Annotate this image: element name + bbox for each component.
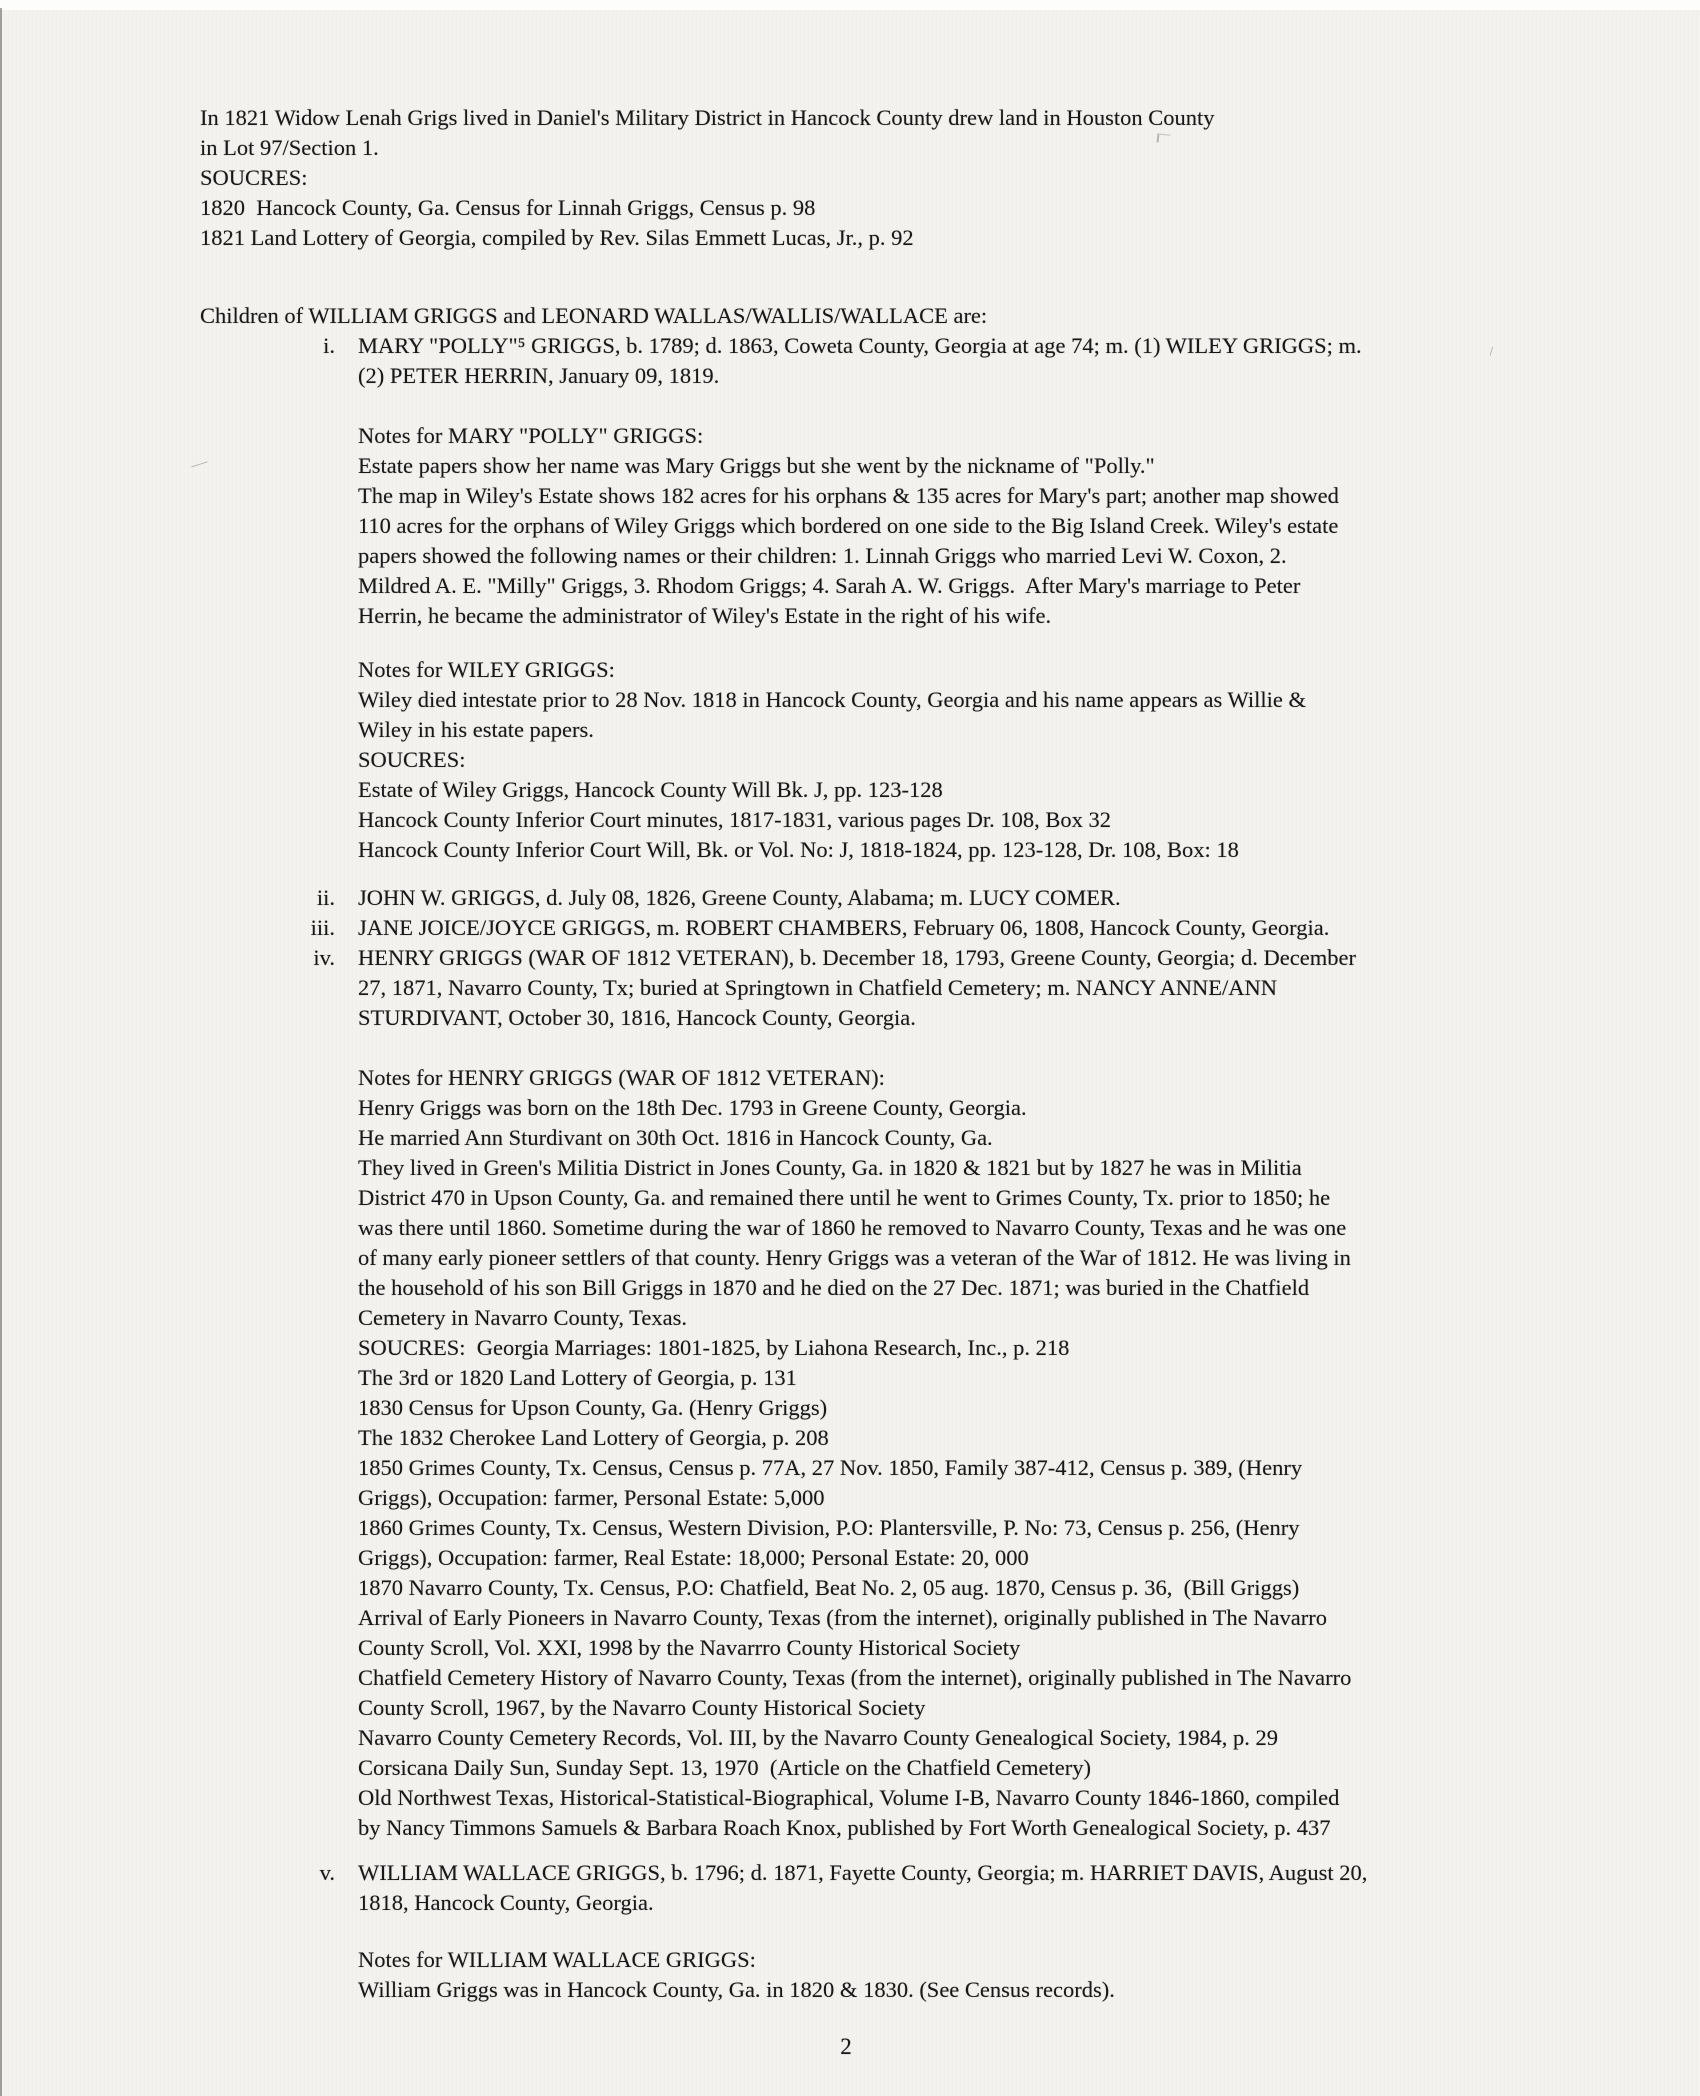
text-line: Navarro County Cemetery Records, Vol. III, by the Navarro County Genealogical Society, 1984, p. 29 <box>358 1725 1278 1750</box>
item-lines <box>358 331 1488 391</box>
text-line: Griggs), Occupation: farmer, Real Estate: 18,000; Personal Estate: 20, 000 <box>358 1545 1029 1570</box>
item-lines <box>358 883 1488 913</box>
notes-henry-griggs <box>358 1063 1488 1843</box>
text-line: The 3rd or 1820 Land Lottery of Georgia, p. 131 <box>358 1365 797 1390</box>
text-line: in Lot 97/Section 1. <box>200 135 379 160</box>
text-line: Hancock County Inferior Court Will, Bk. or Vol. No: J, 1818-1824, pp. 123-128, Dr. 108, Box: 18 <box>358 837 1239 862</box>
text-line: Griggs), Occupation: farmer, Personal Estate: 5,000 <box>358 1485 825 1510</box>
text-line: 1850 Grimes County, Tx. Census, Census p. 77A, 27 Nov. 1850, Family 387-412, Census p. 389, (Henry <box>358 1455 1303 1480</box>
text-line: District 470 in Upson County, Ga. and remained there until he went to Grimes County, Tx. prior to 1850; he <box>358 1185 1331 1210</box>
text-line: 110 acres for the orphans of Wiley Griggs which bordered on one side to the Big Island Creek. Wiley's estate <box>358 513 1339 538</box>
scan-top-edge <box>0 0 1700 10</box>
text-line: 1818, Hancock County, Georgia. <box>358 1890 654 1915</box>
item-numeral: ii. <box>316 885 335 910</box>
text-line: MARY "POLLY"⁵ GRIGGS, b. 1789; d. 1863, Coweta County, Georgia at age 74; m. (1) WILEY GRIGGS; m. <box>358 333 1362 358</box>
item-lines <box>358 1858 1488 1918</box>
text-line: Notes for HENRY GRIGGS (WAR OF 1812 VETERAN): <box>358 1065 885 1090</box>
text-line: Hancock County Inferior Court minutes, 1817-1831, various pages Dr. 108, Box 32 <box>358 807 1112 832</box>
children-heading <box>200 301 1490 331</box>
text-line: They lived in Green's Militia District in Jones County, Ga. in 1820 & 1821 but by 1827 he was in Militia <box>358 1155 1302 1180</box>
text-line: The map in Wiley's Estate shows 182 acres for his orphans & 135 acres for Mary's part; another map showed <box>358 483 1339 508</box>
text-line: of many early pioneer settlers of that county. Henry Griggs was a veteran of the War of 1812. He was living in <box>358 1245 1351 1270</box>
text-line: the household of his son Bill Griggs in 1870 and he died on the 27 Dec. 1871; was buried in the Chatfield <box>358 1275 1310 1300</box>
text-line: SOUCRES: <box>358 747 466 772</box>
scan-speck <box>189 456 207 468</box>
text-line: County Scroll, Vol. XXI, 1998 by the Navarrro County Historical Society <box>358 1635 1021 1660</box>
text-line: was there until 1860. Sometime during the war of 1860 he removed to Navarro County, Texas and he was one <box>358 1215 1347 1240</box>
text-line: Cemetery in Navarro County, Texas. <box>358 1305 687 1330</box>
text-line: 1830 Census for Upson County, Ga. (Henry Griggs) <box>358 1395 828 1420</box>
notes-wiley-griggs <box>358 655 1488 865</box>
intro-paragraph <box>200 103 1490 253</box>
text-line: County Scroll, 1967, by the Navarro County Historical Society <box>358 1695 926 1720</box>
text-line: Corsicana Daily Sun, Sunday Sept. 13, 1970 (Article on the Chatfield Cemetery) <box>358 1755 1091 1780</box>
text-line: 1860 Grimes County, Tx. Census, Western Division, P.O: Plantersville, P. No: 73, Census p. 256, (Henry <box>358 1515 1300 1540</box>
text-line: Notes for MARY "POLLY" GRIGGS: <box>358 423 704 448</box>
page-number: 2 <box>840 2034 852 2059</box>
text-line: Estate papers show her name was Mary Griggs but she went by the nickname of "Polly." <box>358 453 1155 478</box>
text-line: SOUCRES: Georgia Marriages: 1801-1825, by Liahona Research, Inc., p. 218 <box>358 1335 1070 1360</box>
text-line: Old Northwest Texas, Historical-Statistical-Biographical, Volume I-B, Navarro County 1846-1860, compiled <box>358 1785 1340 1810</box>
text-line: (2) PETER HERRIN, January 09, 1819. <box>358 363 720 388</box>
scan-left-edge-line <box>0 8 2 2096</box>
text-line: SOUCRES: <box>200 165 308 190</box>
text-line: 1821 Land Lottery of Georgia, compiled by Rev. Silas Emmett Lucas, Jr., p. 92 <box>200 225 914 250</box>
text-line: HENRY GRIGGS (WAR OF 1812 VETERAN), b. December 18, 1793, Greene County, Georgia; d. December <box>358 945 1356 970</box>
item-numeral: iv. <box>313 945 335 970</box>
text-line: Notes for WILLIAM WALLACE GRIGGS: <box>358 1947 756 1972</box>
notes-mary-polly-griggs <box>358 421 1488 631</box>
text-line: Mildred A. E. "Milly" Griggs, 3. Rhodom Griggs; 4. Sarah A. W. Griggs. After Mary's marriage to Peter <box>358 573 1301 598</box>
text-line: 27, 1871, Navarro County, Tx; buried at Springtown in Chatfield Cemetery; m. NANCY ANNE/ANN <box>358 975 1278 1000</box>
text-line: The 1832 Cherokee Land Lottery of Georgia, p. 208 <box>358 1425 829 1450</box>
text-line: Chatfield Cemetery History of Navarro County, Texas (from the internet), originally published in The Navarro <box>358 1665 1352 1690</box>
children-heading-text: Children of WILLIAM GRIGGS and LEONARD WALLAS/WALLIS/WALLACE are: <box>200 303 988 328</box>
text-line: by Nancy Timmons Samuels & Barbara Roach Knox, published by Fort Worth Genealogical Society, p. 437 <box>358 1815 1331 1840</box>
text-line: Wiley in his estate papers. <box>358 717 594 742</box>
text-line: JANE JOICE/JOYCE GRIGGS, m. ROBERT CHAMBERS, February 06, 1808, Hancock County, Georgia. <box>358 915 1330 940</box>
text-line: Henry Griggs was born on the 18th Dec. 1793 in Greene County, Georgia. <box>358 1095 1027 1120</box>
text-line: Notes for WILEY GRIGGS: <box>358 657 615 682</box>
text-line: William Griggs was in Hancock County, Ga. in 1820 & 1830. (See Census records). <box>358 1977 1115 2002</box>
text-line: 1870 Navarro County, Tx. Census, P.O: Chatfield, Beat No. 2, 05 aug. 1870, Census p. 36, (Bill Griggs) <box>358 1575 1300 1600</box>
text-line: Wiley died intestate prior to 28 Nov. 1818 in Hancock County, Georgia and his name appears as Willie & <box>358 687 1306 712</box>
notes-william-wallace-griggs <box>358 1945 1488 2005</box>
text-line: STURDIVANT, October 30, 1816, Hancock County, Georgia. <box>358 1005 916 1030</box>
text-line: Arrival of Early Pioneers in Navarro County, Texas (from the internet), originally published in The Navarro <box>358 1605 1327 1630</box>
item-lines <box>358 913 1488 943</box>
item-numeral: i. <box>323 333 335 358</box>
item-lines <box>358 943 1488 1033</box>
item-numeral: iii. <box>310 915 335 940</box>
text-line: Herrin, he became the administrator of Wiley's Estate in the right of his wife. <box>358 603 1052 628</box>
item-numeral: v. <box>319 1860 335 1885</box>
text-line: 1820 Hancock County, Ga. Census for Linnah Griggs, Census p. 98 <box>200 195 816 220</box>
text-line: He married Ann Sturdivant on 30th Oct. 1816 in Hancock County, Ga. <box>358 1125 993 1150</box>
text-line: In 1821 Widow Lenah Grigs lived in Daniel's Military District in Hancock County drew land in Houston County <box>200 105 1215 130</box>
text-line: papers showed the following names or their children: 1. Linnah Griggs who married Levi W. Coxon, 2. <box>358 543 1287 568</box>
text-line: JOHN W. GRIGGS, d. July 08, 1826, Greene County, Alabama; m. LUCY COMER. <box>358 885 1121 910</box>
text-line: WILLIAM WALLACE GRIGGS, b. 1796; d. 1871, Fayette County, Georgia; m. HARRIET DAVIS, August 20, <box>358 1860 1368 1885</box>
text-line: Estate of Wiley Griggs, Hancock County Will Bk. J, pp. 123-128 <box>358 777 943 802</box>
